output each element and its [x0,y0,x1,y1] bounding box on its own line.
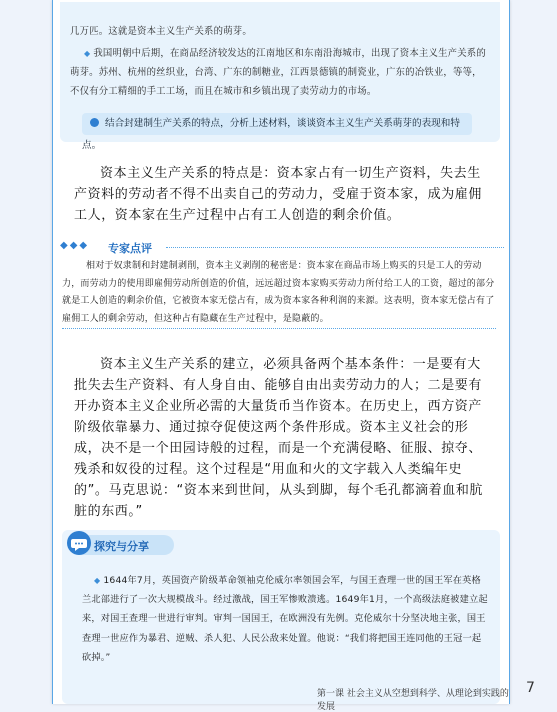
expert-comment-text: 相对于奴隶制和封建制剥削，资本主义剥削的秘密是：资本家在商品市场上购买的只是工人的劳动力，而劳动力的使用即雇佣劳动所创造的价值，远远超过资本家购买劳动力所付给工人的工资，超过的部分就是工人创造的剩余价值，它被资本家无偿占有，成为资本家各种利润的来源。这表明，资本家无偿占有了雇佣工人的剩余劳动，但这种占有隐藏在生产过程中，是隐蔽的。 [62,261,495,324]
page-border-right [509,0,510,704]
chat-bubble-icon [66,530,92,556]
dotted-divider [166,247,504,248]
expert-comment-title: 专家点评 [108,242,152,255]
expert-comment-body [62,258,496,329]
body-paragraph-1: 资本主义生产关系的特点是：资本家占有一切生产资料，失去生产资料的劳动者不得不出卖自己的劳动力，受雇于资本家，成为雇佣工人，资本家在生产过程中占有工人创造的剩余价值。 [74,166,483,223]
diamond-icon: ◆◆◆ [60,240,90,251]
diamond-icon: ◆ [84,49,91,58]
explore-text [82,571,490,667]
page-border-left [52,0,53,704]
chapter-footer: 第一课 社会主义从空想到科学、从理论到实践的发展 [317,689,509,712]
explore-title: 探究与分享 [94,540,149,553]
diamond-icon: ◆ [94,576,101,585]
page-number: 7 [526,680,535,696]
bullet-icon [90,118,99,127]
expert-comment-header [58,240,504,256]
page [52,0,535,712]
material-text: 我国明朝中后期，在商品经济较发达的江南地区和东南沿海城市，出现了资本主义生产关系的萌芽。苏州、杭州的丝织业，台湾、广东的制糖业，江西景德镇的制瓷业，广东的冶铁业，等等，不仅有分工精细的手工工场，而且在城市和乡镇出现了卖劳动力的市场。 [70,48,486,97]
material-line: 几万匹。这就是资本主义生产关系的萌芽。 [70,26,252,37]
explore-body-text: 1644年7月，英国资产阶级革命领袖克伦威尔率领国会军，与国王查理一世的国王军在英格兰北部进行了一次大规模战斗。经过激战，国王军惨败溃逃。1649年1月，一个高级法庭被建立起来，对国王查理一世进行审判。审判一国国王，在欧洲没有先例。克伦威尔十分坚决地主张，国王查理一世应作为暴君、逆贼、杀人犯、人民公敌来处置。他说：“我们将把国王连同他的王冠一起砍掉。” [82,575,488,663]
prompt-text: 结合封建制生产关系的特点，分析上述材料，谈谈资本主义生产关系萌芽的表现和特点。 [82,118,460,151]
discussion-prompt [82,113,472,151]
material-paragraph [70,44,490,101]
body-paragraph-2: 资本主义生产关系的建立，必须具备两个基本条件：一是要有大批失去生产资料、有人身自由、能够自由出卖劳动力的人；二是要有开办资本主义企业所必需的大量货币当作资本。在历史上，西方资产阶级依靠暴力、通过掠夺促使这两个条件形成。资本主义社会的形成，决不是一个田园诗般的过程，而是一个充满侵略、征服、掠夺、残杀和奴役的过程。这个过程是“用血和火的文字载入人类编年史的”。马克思说：“资本来到世间，从头到脚，每个毛孔都滴着血和肮脏的东西。” [74,357,484,519]
